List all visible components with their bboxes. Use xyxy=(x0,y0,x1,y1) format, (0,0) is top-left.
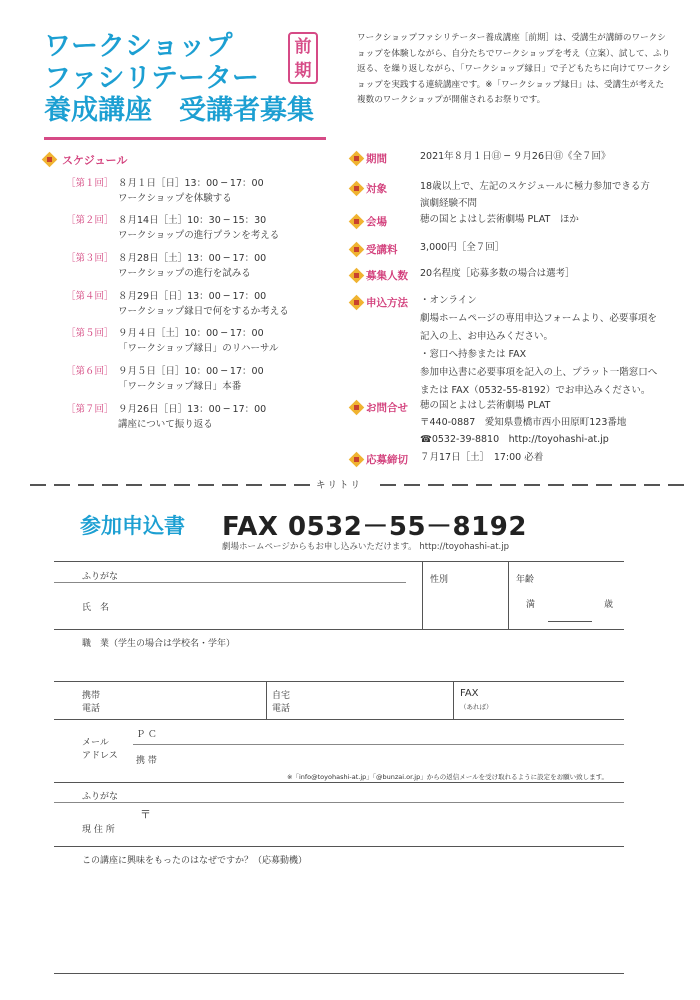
cut-dash xyxy=(30,484,46,486)
badge-char-2: 期 xyxy=(294,61,312,81)
target-label: 対象 xyxy=(366,183,387,195)
target-value-2: 演劇経験不問 xyxy=(420,198,478,209)
target-bullet-icon xyxy=(349,181,365,197)
pc-mail-rule xyxy=(133,744,624,745)
cut-dash xyxy=(668,484,684,486)
intro-text: ワークショップファシリテーター養成講座［前期］は、受講生が講師のワークショップを体験しながら、自分たちでワークショップを考え（立案）、試して、ふり返る、を繰り返しながら、「ワークショップ縁日」で子どもたちに向けてワークショップを実践する連続講座です。※「ワークショップ縁日」は、受講生が考えた複数のワークショップが開催されるお祭りです。 xyxy=(357,33,671,105)
home-label-2: 電話 xyxy=(272,704,291,714)
schedule-tag-3: ［第３回］ xyxy=(66,253,114,264)
cut-dash xyxy=(294,484,310,486)
form-top-rule xyxy=(54,561,624,562)
fax-label: FAX xyxy=(460,688,479,699)
mail-bottom-rule xyxy=(54,782,624,783)
cut-dash xyxy=(428,484,444,486)
contact-bullet-icon xyxy=(349,400,365,416)
schedule-desc-5: 「ワークショップ縁日」のリハーサル xyxy=(118,343,279,354)
term-badge xyxy=(288,32,318,84)
contact-line-3: ☎0532-39-8810 http://toyohashi-at.jp xyxy=(420,434,609,445)
address-furigana-label: ふりがな xyxy=(82,792,119,802)
cut-dash xyxy=(198,484,214,486)
period-bullet-icon xyxy=(349,151,365,167)
title-underline xyxy=(44,137,326,140)
schedule-desc-2: ワークショップの進行プランを考える xyxy=(118,230,280,241)
home-label-1: 自宅 xyxy=(272,691,291,701)
mail-label-2: アドレス xyxy=(82,751,118,761)
fax-number: FAX 0532－55－8192 xyxy=(222,512,527,542)
furigana-label: ふりがな xyxy=(82,572,119,582)
schedule-tag-7: ［第７回］ xyxy=(66,404,114,415)
badge-char-1: 前 xyxy=(294,37,312,57)
cut-dash xyxy=(102,484,118,486)
cut-dash xyxy=(126,484,142,486)
cut-dash xyxy=(644,484,660,486)
phone-bottom-rule xyxy=(54,719,624,720)
schedule-desc-1: ワークショップを体験する xyxy=(118,193,232,204)
schedule-tag-2: ［第２回］ xyxy=(66,215,114,226)
age-man-label: 満 xyxy=(526,600,536,610)
apply-label: 申込方法 xyxy=(366,297,408,309)
schedule-date-7: ９月26日［日］13：00 ─ 17：00 xyxy=(118,404,267,415)
mail-note: ※「info@toyohashi-at.jp」「@bunzai.or.jp」からの返信メールを受け取れるように設定をお願い致します。 xyxy=(287,773,609,781)
pc-label: Ｐ Ｃ xyxy=(136,730,157,740)
cut-dash xyxy=(404,484,420,486)
age-label: 年齢 xyxy=(516,575,535,585)
cut-dash xyxy=(524,484,540,486)
venue-label: 会場 xyxy=(366,216,387,228)
contact-line-1: 穂の国とよはし芸術劇場 PLAT xyxy=(420,400,551,411)
deadline-label: 応募締切 xyxy=(366,454,408,466)
cut-dash xyxy=(380,484,396,486)
fee-bullet-icon xyxy=(349,242,365,258)
apply-line-3: 記入の上、お申込みください。 xyxy=(420,331,554,342)
gender-label: 性別 xyxy=(430,575,449,585)
cut-dash xyxy=(452,484,468,486)
cut-dash xyxy=(500,484,516,486)
schedule-date-5: ９月４日［土］10：00 ─ 17：00 xyxy=(118,328,264,339)
mobile-label-1: 携帯 xyxy=(82,691,101,701)
schedule-date-6: ９月５日［日］10：00 ─ 17：00 xyxy=(118,366,264,377)
schedule-tag-6: ［第６回］ xyxy=(66,366,114,377)
form-subtitle: 劇場ホームページからもお申し込みいただけます。 http://toyohashi-at.jp xyxy=(222,542,509,552)
address-label: 現 住 所 xyxy=(82,825,115,835)
name-label: 氏 名 xyxy=(82,603,110,613)
title-line-2: ファシリテーター xyxy=(44,63,259,94)
age-sai-label: 歳 xyxy=(604,600,614,610)
cut-dash xyxy=(150,484,166,486)
cut-dash xyxy=(246,484,262,486)
fee-label: 受講料 xyxy=(366,244,398,256)
cut-dash xyxy=(270,484,286,486)
cut-dash xyxy=(78,484,94,486)
motive-label: この講座に興味をもったのはなぜですか？（応募動機） xyxy=(82,856,308,866)
capacity-bullet-icon xyxy=(349,268,365,284)
deadline-value: ７月17日［土］ 17:00 必着 xyxy=(420,452,544,463)
contact-label: お問合せ xyxy=(366,402,408,414)
mail-label-1: メール xyxy=(82,738,109,748)
period-label: 期間 xyxy=(366,153,387,165)
schedule-desc-7: 講座について振り返る xyxy=(118,419,213,430)
phone-divider-2 xyxy=(453,681,454,719)
cut-dash xyxy=(222,484,238,486)
form-title: 参加申込書 xyxy=(80,514,185,538)
apply-line-2: 劇場ホームページの専用申込フォームより、必要事項を xyxy=(420,313,657,324)
deadline-bullet-icon xyxy=(349,452,365,468)
title-line-1: ワークショップ xyxy=(44,31,233,62)
schedule-desc-4: ワークショップ縁日で何をするか考える xyxy=(118,306,289,317)
address-bottom-rule xyxy=(54,846,624,847)
job-bottom-rule xyxy=(54,681,624,682)
cut-dash xyxy=(548,484,564,486)
apply-line-1: ・オンライン xyxy=(420,295,477,306)
cut-dash xyxy=(572,484,588,486)
postal-mark: 〒 xyxy=(140,808,151,821)
schedule-date-4: ８月29日［日］13：00 ─ 17：00 xyxy=(118,291,267,302)
schedule-tag-1: ［第１回］ xyxy=(66,178,114,189)
age-underline xyxy=(548,621,592,622)
form-bottom-rule xyxy=(54,973,624,974)
cut-dash xyxy=(54,484,70,486)
cut-dash xyxy=(476,484,492,486)
venue-bullet-icon xyxy=(349,214,365,230)
phone-divider-1 xyxy=(266,681,267,719)
schedule-tag-5: ［第５回］ xyxy=(66,328,114,339)
schedule-date-1: ８月１日［日］13：00 ─ 17：00 xyxy=(118,178,264,189)
keitai-label: 携 帯 xyxy=(136,756,157,766)
address-furigana-rule xyxy=(54,802,624,803)
title-line-3: 養成講座 受講者募集 xyxy=(44,95,314,126)
apply-line-4: ・窓口へ持参または FAX xyxy=(420,349,527,360)
schedule-heading: スケジュール xyxy=(62,154,128,167)
schedule-date-2: ８月14日［土］10：30 ─ 15：30 xyxy=(118,215,267,226)
venue-value: 穂の国とよはし芸術劇場 PLAT ほか xyxy=(420,214,579,225)
furigana-rule xyxy=(54,582,406,583)
apply-line-6: または FAX（0532-55-8192）でお申込みください。 xyxy=(420,385,651,396)
gender-divider xyxy=(422,561,423,629)
age-divider xyxy=(508,561,509,629)
schedule-tag-4: ［第４回］ xyxy=(66,291,114,302)
job-label: 職 業（学生の場合は学校名・学年） xyxy=(82,639,236,649)
target-value-1: 18歳以上で、左記のスケジュールに極力参加できる方 xyxy=(420,181,650,192)
schedule-desc-6: 「ワークショップ縁日」本番 xyxy=(118,381,242,392)
schedule-desc-3: ワークショップの進行を試みる xyxy=(118,268,251,279)
fee-value: 3,000円［全７回］ xyxy=(420,242,505,253)
period-value: 2021年８月１日㊐ ─ ９月26日㊐《全７回》 xyxy=(420,151,611,162)
fax-note: （あれば） xyxy=(460,703,493,711)
cut-dash xyxy=(596,484,612,486)
capacity-value: 20名程度［応募多数の場合は選考］ xyxy=(420,268,575,279)
cut-label: キリトリ xyxy=(316,480,363,491)
apply-bullet-icon xyxy=(349,295,365,311)
contact-line-2: 〒440-0887 愛知県豊橋市西小田原町123番地 xyxy=(420,417,627,428)
capacity-label: 募集人数 xyxy=(366,270,408,282)
mobile-label-2: 電話 xyxy=(82,704,101,714)
cut-dash xyxy=(620,484,636,486)
schedule-date-3: ８月28日［土］13：00 ─ 17：00 xyxy=(118,253,267,264)
name-bottom-rule xyxy=(54,629,624,630)
cut-dash xyxy=(174,484,190,486)
schedule-bullet-icon xyxy=(42,152,58,168)
apply-line-5: 参加申込書に必要事項を記入の上、プラット一階窓口へ xyxy=(420,367,658,378)
